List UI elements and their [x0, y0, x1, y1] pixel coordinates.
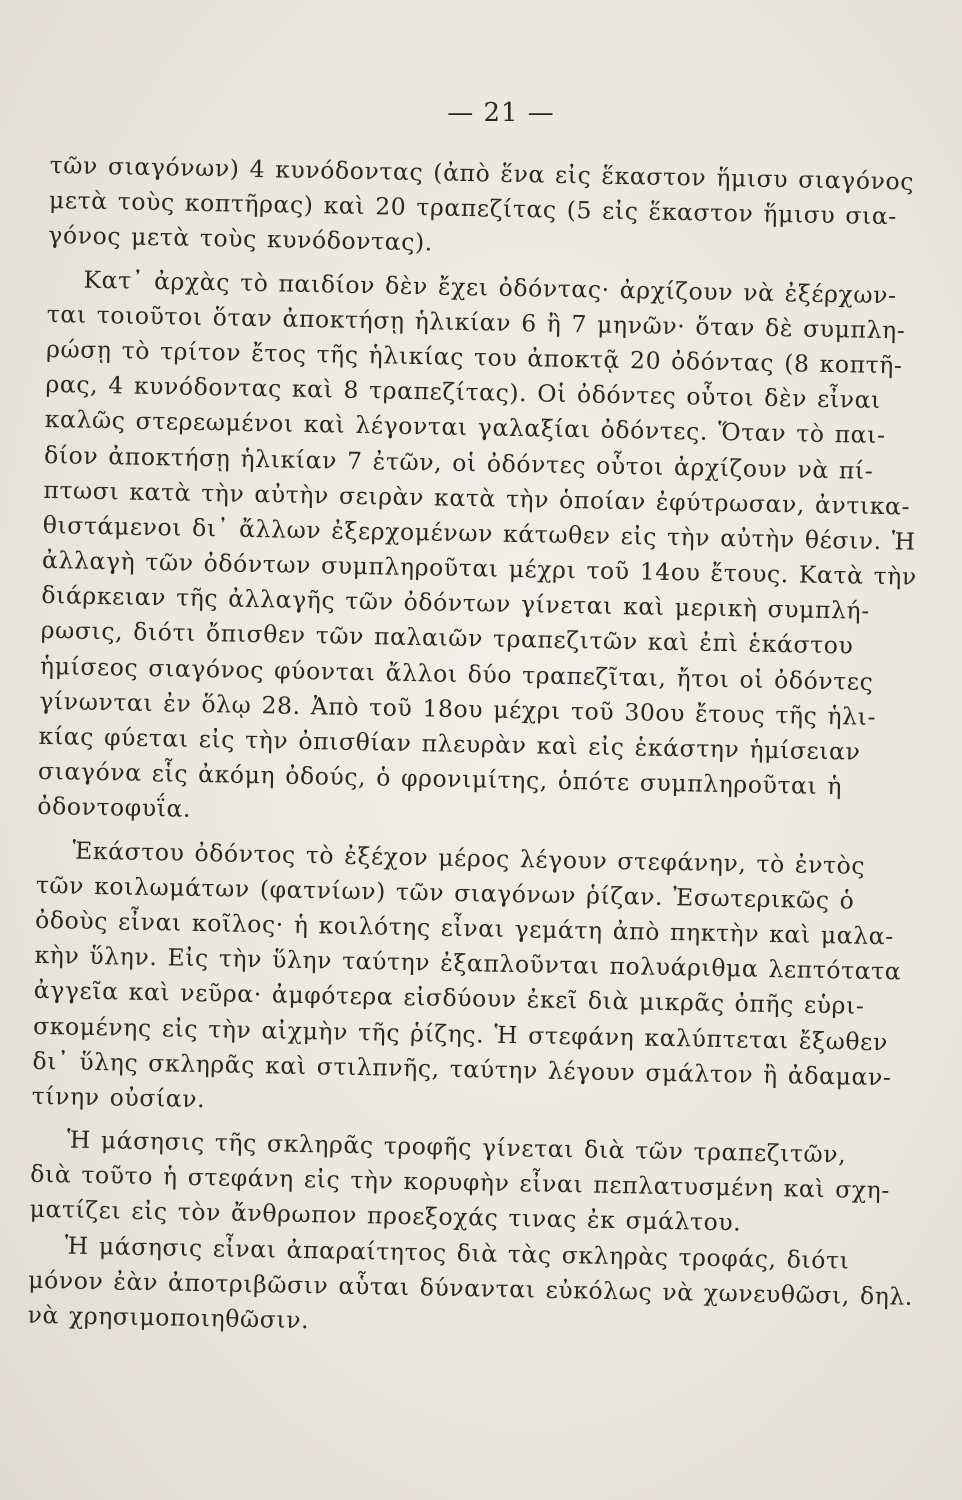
text-line: γόνος μετὰ τοὺς κυνόδοντας). — [48, 221, 434, 257]
text-line: κὴν ὕλην. Εἰς τὴν ὕλην ταύτην ἐξαπλοῦνται πολυάριθμα λεπτότατα — [34, 940, 902, 986]
text-line: τίνην οὐσίαν. — [31, 1081, 206, 1114]
text-line: διάρκειαν τῆς ἀλλαγῆς τῶν ὀδόντων γίνεται καὶ μερικὴ συμπλή- — [41, 581, 871, 626]
text-line: τῶν σιαγόνων) 4 κυνόδοντας (ἀπὸ ἕνα εἰς ἕκαστον ἥμισυ σιαγόνος — [49, 150, 915, 196]
text-line: τῶν κοιλωμάτων (φατνίων) τῶν σιαγόνων ῥίζαν. Ἐσωτερικῶς ὁ — [35, 870, 855, 915]
text-line: Ἡ μάσησις τῆς σκληρᾶς τροφῆς γίνεται διὰ τῶν τραπεζιτῶν, — [66, 1125, 847, 1169]
text-line: σιαγόνα εἷς ἀκόμη ὀδούς, ὁ φρονιμίτης, ὁπότε συμπληροῦται ἡ — [37, 757, 843, 801]
text-line: ρώσῃ τὸ τρίτον ἔτος τῆς ἡλικίας του ἀποκτᾷ 20 ὀδόντας (8 κοπτῆ- — [45, 334, 903, 380]
text-line: καλῶς στερεωμένοι καὶ λέγονται γαλαξίαι ὀδόντες. Ὅταν τὸ παι- — [44, 405, 886, 450]
text-line: ματίζει εἰς τὸν ἄνθρωπον προεξοχάς τινας ἐκ σμάλτου. — [29, 1195, 742, 1237]
text-line: θιστάμενοι δι᾽ ἄλλων ἐξερχομένων κάτωθεν εἰς τὴν αὐτὴν θέσιν. Ἡ — [42, 510, 917, 556]
text-line: γίνωνται ἐν ὅλῳ 28. Ἀπὸ τοῦ 18ου μέχρι τοῦ 30ου ἔτους τῆς ἡλι- — [39, 686, 877, 731]
text-line: Ἑκάστου ὀδόντος τὸ ἐξέχον μέρος λέγουν στεφάνην, τὸ ἐντὸς — [72, 836, 866, 880]
text-line: ἡμίσεος σιαγόνος φύονται ἄλλοι δύο τραπεζῖται, ἤτοι οἱ ὀδόντες — [39, 651, 874, 696]
text-line: ἀγγεῖα καὶ νεῦρα· ἀμφότερα εἰσδύουν ἐκεῖ διὰ μικρᾶς ὀπῆς εὑρι- — [33, 976, 865, 1021]
page-number: — 21 — — [447, 98, 555, 128]
text-line: μετὰ τοὺς κοπτῆρας) καὶ 20 τραπεζίτας (5 εἰς ἕκαστον ἥμισυ σια- — [48, 186, 898, 231]
text-line: πτωσι κατὰ τὴν αὐτὴν σειρὰν κατὰ τὴν ὁποίαν ἐφύτρωσαν, ἀντικα- — [43, 475, 911, 521]
text-line: δι᾽ ὕλης σκληρᾶς καὶ στιλπνῆς, ταύτην λέγουν σμάλτον ἢ ἀδαμαν- — [32, 1046, 892, 1092]
text-line: διὰ τοῦτο ἡ στεφάνη εἰς τὴν κορυφὴν εἶναι πεπλατυσμένη καὶ σχη- — [30, 1160, 891, 1205]
text-line: ὀδοὺς εἶναι κοῖλος· ἡ κοιλότης εἶναι γεμάτη ἀπὸ πηκτὴν καὶ μαλα- — [34, 905, 895, 951]
text-line: δίον ἀποκτήσῃ ἡλικίαν 7 ἐτῶν, οἱ ὀδόντες οὗτοι ἀρχίζουν νὰ πί- — [43, 440, 874, 485]
text-line: σκομένης εἰς τὴν αἰχμὴν τῆς ῥίζης. Ἡ στεφάνη καλύπτεται ἔξωθεν — [32, 1011, 889, 1056]
text-line: ὀδοντοφυΐα. — [37, 792, 192, 824]
text-line: ρωσις, διότι ὄπισθεν τῶν παλαιῶν τραπεζιτῶν καὶ ἐπὶ ἑκάστου — [40, 616, 854, 660]
text-line: νὰ χρησιμοποιηθῶσιν. — [27, 1300, 310, 1335]
text-line: μόνον ἐὰν ἀποτριβῶσιν αὗται δύνανται εὐκόλως νὰ χωνευθῶσι, δηλ. — [28, 1265, 914, 1311]
text-line: Κατ᾽ ἀρχὰς τὸ παιδίον δὲν ἔχει ὀδόντας· ἀρχίζουν νὰ ἐξέρχων- — [83, 265, 897, 309]
text-line: κίας φύεται εἰς τὴν ὀπισθίαν πλευρὰν καὶ εἰς ἑκάστην ἡμίσειαν — [38, 721, 861, 766]
text-line: ται τοιοῦτοι ὅταν ἀποκτήσῃ ἡλικίαν 6 ἢ 7 μηνῶν· ὅταν δὲ συμπλη- — [46, 299, 906, 345]
text-line: ἀλλαγὴ τῶν ὀδόντων συμπληροῦται μέχρι τοῦ 14ου ἔτους. Κατὰ τὴν — [41, 545, 918, 591]
body-text — [27, 148, 918, 1348]
text-line: ρας, 4 κυνόδοντας καὶ 8 τραπεζίτας). Οἱ ὀδόντες οὗτοι δὲν εἶναι — [45, 370, 882, 415]
text-line: Ἡ μάσησις εἶναι ἀπαραίτητος διὰ τὰς σκληρὰς τροφάς, διότι — [64, 1231, 850, 1275]
